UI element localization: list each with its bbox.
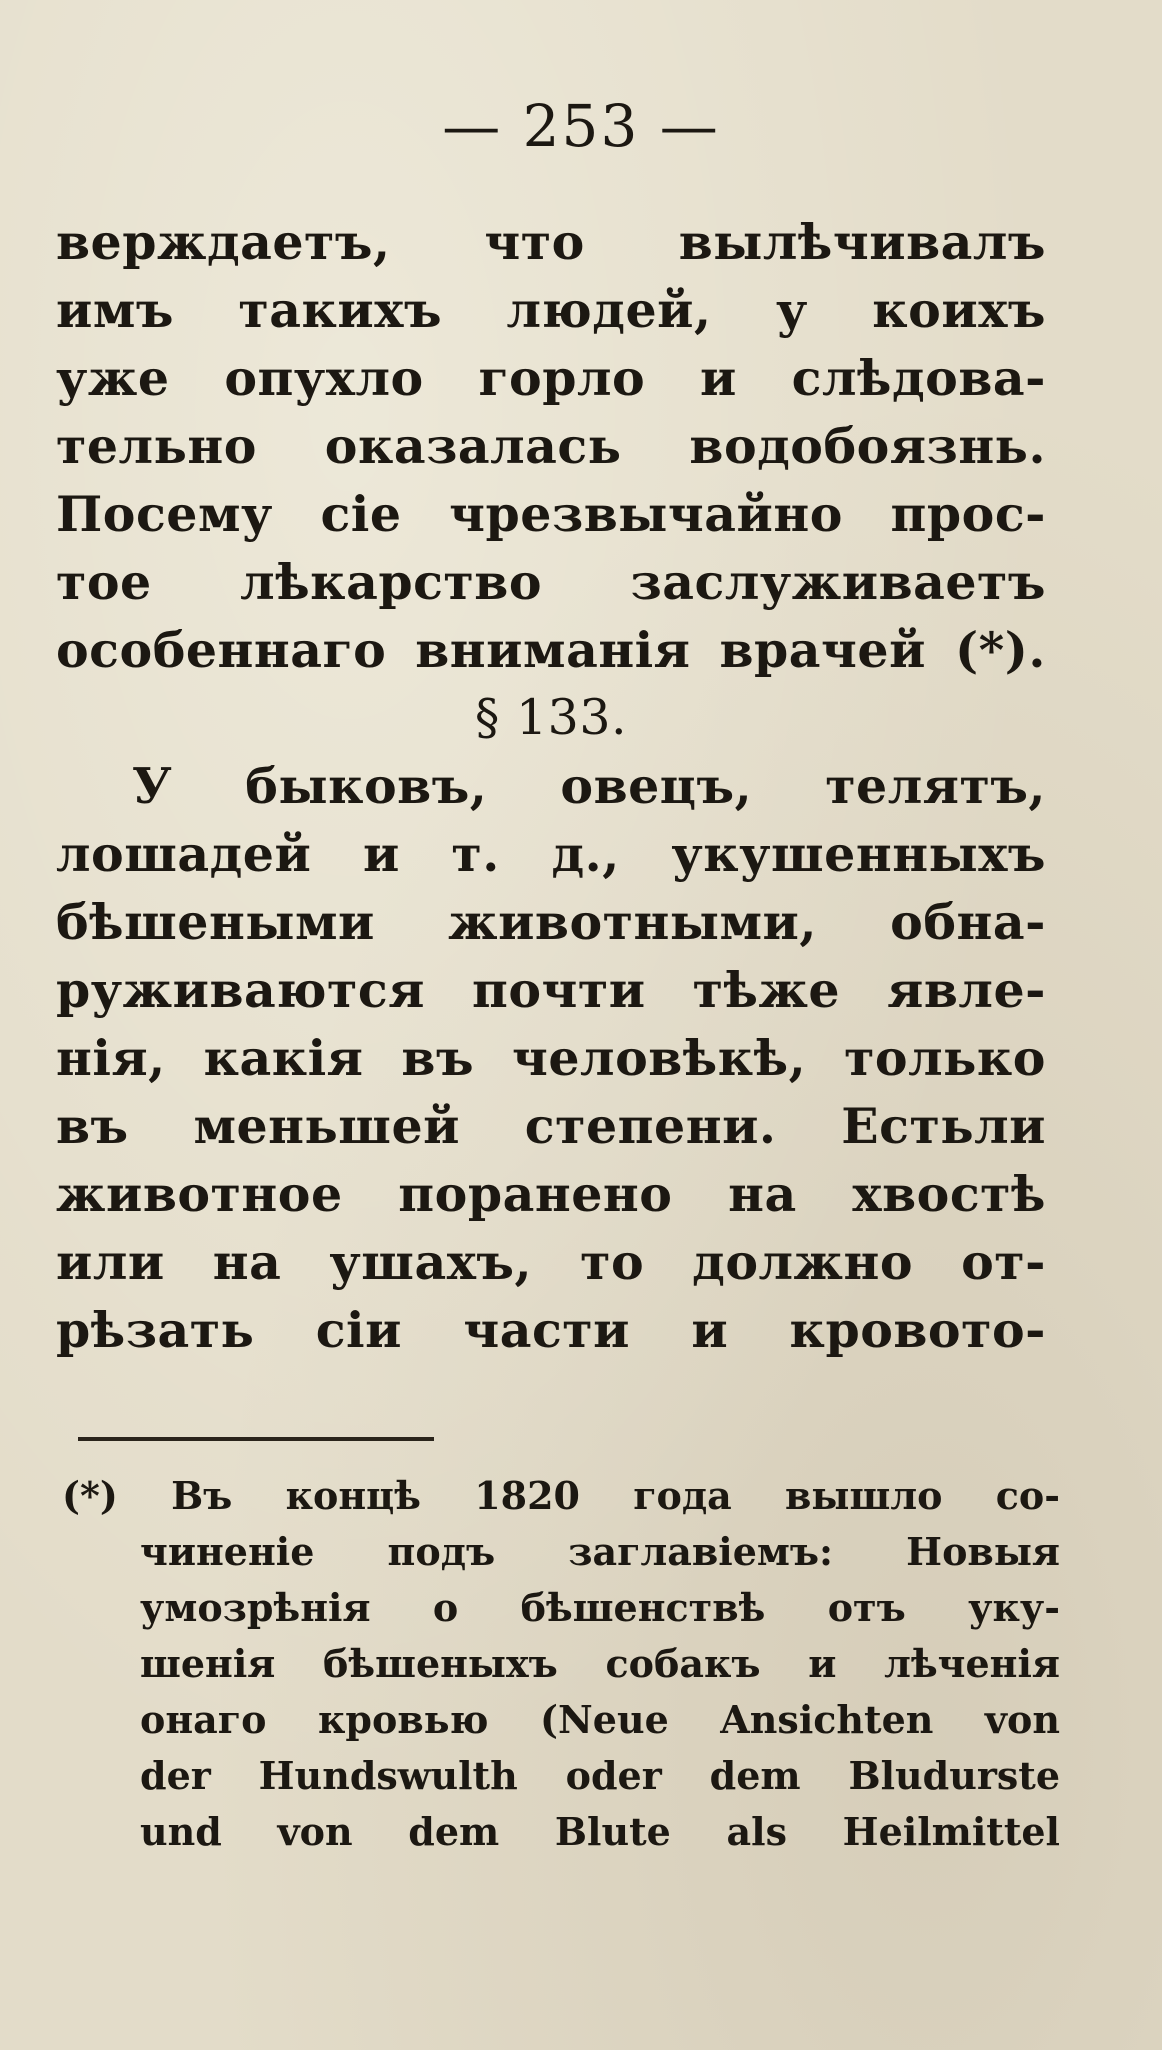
text-line: имъ такихъ людей, у коихъ <box>56 281 1046 339</box>
page-number: — 253 — <box>442 92 720 160</box>
text-line: особеннаго вниманія врачей (*). <box>56 621 1046 679</box>
footnote-line: шенія бѣшеныхъ собакъ и лѣченія <box>140 1641 1060 1686</box>
text-line: или на ушахъ, то должно от- <box>56 1233 1046 1291</box>
footnote-line: чиненіе подъ заглавіемъ: Новыя <box>140 1529 1060 1574</box>
footnote-line: der Hundswulth oder dem Bludurste <box>140 1753 1060 1798</box>
text-line: въ меньшей степени. Естьли <box>56 1097 1046 1155</box>
text-line: уже опухло горло и слѣдова- <box>56 349 1046 407</box>
section-heading: § 133. <box>474 689 628 746</box>
main-text <box>56 208 1046 1364</box>
text-line: Посему сіе чрезвычайно прос- <box>56 485 1046 543</box>
footnote-divider <box>78 1437 434 1441</box>
text-line: руживаются почти тѣже явле- <box>56 961 1046 1019</box>
footnote-line: (*) Въ концѣ 1820 года вышло со- <box>62 1473 1060 1518</box>
text-line: тельно оказалась водобоязнь. <box>56 417 1046 475</box>
footnote-line: und von dem Blute als Heilmittel <box>140 1809 1060 1854</box>
text-line: нія, какія въ человѣкѣ, только <box>56 1029 1046 1087</box>
text-line: лошадей и т. д., укушенныхъ <box>56 825 1046 883</box>
text-line: У быковъ, овецъ, телятъ, <box>132 757 1046 815</box>
footnote <box>62 1468 1060 1860</box>
text-line: бѣшеными животными, обна- <box>56 893 1046 951</box>
text-line: рѣзать сіи части и кровото- <box>56 1301 1046 1359</box>
text-line: животное поранено на хвостѣ <box>56 1165 1046 1223</box>
footnote-line: онаго кровью (Neue Ansichten von <box>140 1697 1060 1742</box>
text-line: верждаетъ, что вылѣчивалъ <box>56 213 1046 271</box>
footnote-line: умозрѣнія о бѣшенствѣ отъ уку- <box>140 1585 1060 1630</box>
text-line: тое лѣкарство заслуживаетъ <box>56 553 1046 611</box>
